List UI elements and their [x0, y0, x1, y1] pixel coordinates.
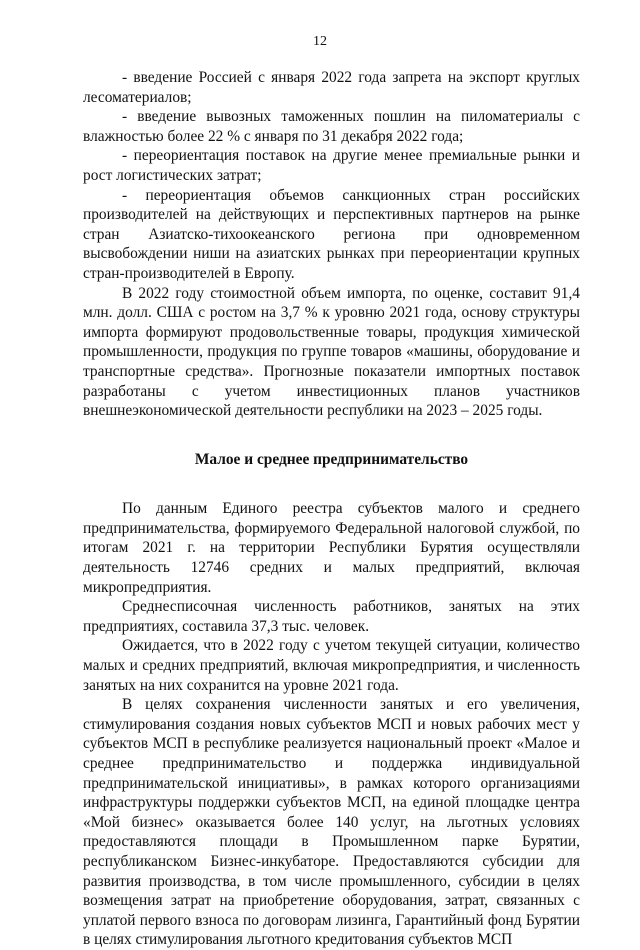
paragraph-export-ban: - введение Россией с января 2022 года запрета на экспорт круглых лесоматериалов;	[83, 69, 580, 106]
page-number: 12	[313, 34, 327, 49]
paragraph-sme-support: В целях сохранения численности занятых и его увеличения, стимулирования создания новых субъектов МСП и новых рабочих мест у субъектов МСП в республике реализуется национальный проект «Малое и среднее предпринимательство и поддержка индивидуальной предпринимательской инициативы», в рамках которого организациями инфраструктуры поддержки субъектов МСП, на единой площадке центра «Мой бизнес» оказывается более 140 услуг, на льготных условиях предоставляются площади в Промышленном парке Бурятии, республиканском Бизнес-инкубаторе. Предоставляются субсидии для развития производства, в том числе промышленного, субсидии в целях возмещения затрат на приобретение оборудования, затрат, связанных с уплатой первого взноса по договорам лизинга, Гарантийный фонд Бурятии в целях стимулирования льготного кредитования субъектов МСП	[83, 696, 580, 949]
paragraph-import-volume: В 2022 году стоимостной объем импорта, по оценке, составит 91,4 млн. долл. США с ростом на 3,7 % к уровню 2021 года, основу структуры импорта формируют продовольственные товары, продукция химической промышленности, продукция по группе товаров «машины, оборудование и транспортные средства». Прогнозные показатели импортных поставок разработаны с учетом инвестиционных планов участников внешнеэкономической деятельности республики на 2023 – 2025 годы.	[83, 284, 580, 420]
page-content	[83, 68, 580, 950]
paragraph-reorientation-markets: - переориентация поставок на другие менее премиальные рынки и рост логистических затрат;	[83, 147, 580, 184]
section-heading: Малое и среднее предпринимательство	[194, 450, 469, 468]
paragraph-export-duties: - введение вывозных таможенных пошлин на пиломатериалы с влажностью более 22 % с января по 31 декабря 2022 года;	[83, 108, 580, 145]
paragraph-sme-forecast: Ожидается, что в 2022 году с учетом текущей ситуации, количество малых и средних предприятий, включая микропредприятия, и численность занятых на них сохранится на уровне 2021 года.	[83, 637, 580, 694]
paragraph-sme-registry: По данным Единого реестра субъектов малого и среднего предпринимательства, формируемого Федеральной налоговой службой, по итогам 2021 г. на территории Республики Бурятия осуществляли деятельность 12746 средних и малых предприятий, включая микропредприятия.	[83, 500, 580, 596]
paragraph-reorientation-volumes: - переориентация объемов санкционных стран российских производителей на действующих и перспективных партнеров на рынке стран Азиатско-тихоокеанского региона при одновременном высвобождении ниши на азиатских рынках при переориентации крупных стран-производителей в Европу.	[83, 186, 580, 282]
paragraph-sme-employees: Среднесписочная численность работников, занятых на этих предприятиях, составила 37,3 тыс. человек.	[83, 598, 580, 635]
